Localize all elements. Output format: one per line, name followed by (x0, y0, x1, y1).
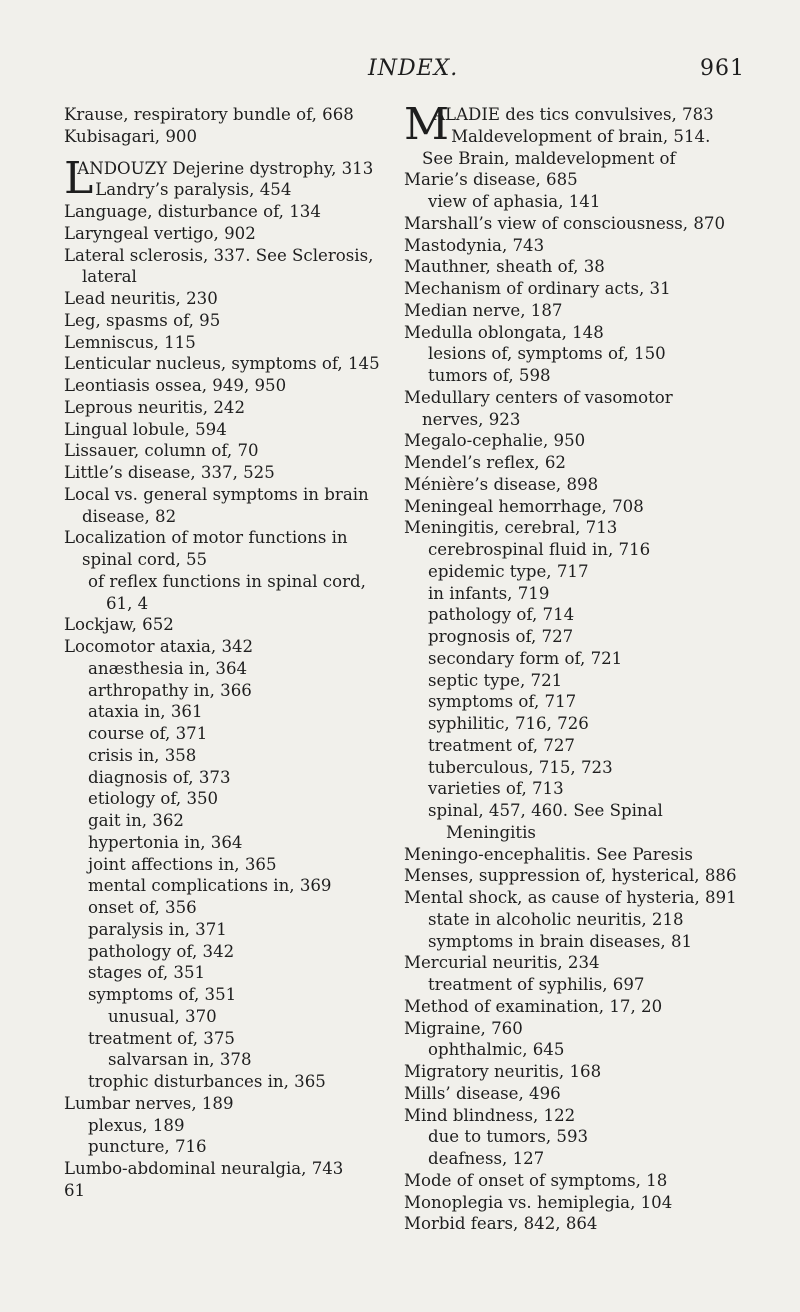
index-entry (404, 561, 739, 583)
index-entry-text: Median nerve, 187 (404, 300, 563, 320)
index-entry-text: pathology of, 714 (428, 605, 575, 625)
index-entry-text: Little’s disease, 337, 525 (64, 463, 275, 482)
index-entry-text: Mechanism of ordinary acts, 31 (404, 279, 671, 298)
index-entry (404, 99, 739, 169)
index-entry (64, 353, 394, 375)
index-entry-text: plexus, 189 (88, 1115, 185, 1135)
index-entry (404, 757, 739, 779)
index-entry-text: Monoplegia vs. hemiplegia, 104 (404, 1192, 673, 1212)
index-entry (64, 984, 394, 1006)
index-entry (404, 974, 739, 996)
index-entry-text: due to tumors, 593 (428, 1127, 589, 1147)
index-entry (64, 614, 394, 636)
index-entry (404, 1213, 739, 1235)
index-entry-text: Marshall’s view of consciousness, 870 (404, 213, 726, 233)
index-entry-text: course of, 371 (88, 724, 208, 743)
index-entry-text: septic type, 721 (428, 670, 563, 690)
index-entry-text: Lumbar nerves, 189 (64, 1093, 234, 1113)
index-entry-text: Migratory neuritis, 168 (404, 1062, 602, 1081)
index-entry-text: view of aphasia, 141 (428, 192, 601, 211)
index-entry (404, 300, 739, 322)
index-entry (404, 322, 739, 344)
index-entry (404, 909, 739, 931)
index-entry-text: Laryngeal vertigo, 902 (64, 223, 256, 243)
index-entry-text: Language, disturbance of, 134 (64, 202, 321, 221)
index-entry-text: treatment of syphilis, 697 (428, 975, 645, 994)
index-entry-text: Menses, suppression of, hysterical, 886 (404, 866, 737, 886)
index-entry-text: symptoms of, 717 (428, 692, 577, 712)
index-entry-text: etiology of, 350 (88, 789, 219, 809)
index-entry-text: Lenticular nucleus, symptoms of, 145 (64, 354, 380, 374)
index-entry (404, 1126, 739, 1148)
index-entry (404, 604, 739, 626)
index-entry-text: salvarsan in, 378 (108, 1050, 252, 1070)
index-entry (64, 245, 394, 289)
index-entry-text: Locomotor ataxia, 342 (64, 637, 254, 656)
index-entry-text: of reflex functions in spinal cord, 61, 4 (88, 571, 366, 613)
index-entry (404, 1039, 739, 1061)
index-entry (64, 832, 394, 854)
index-entry-text: deafness, 127 (428, 1149, 545, 1168)
index-entry-text: Morbid fears, 842, 864 (404, 1214, 598, 1234)
index-entry-text: Mastodynia, 743 (404, 235, 545, 255)
index-entry (404, 1105, 739, 1127)
index-entry (404, 517, 739, 539)
index-entry (64, 126, 394, 148)
index-entry-text: arthropathy in, 366 (88, 680, 252, 700)
index-entry-text: Mills’ disease, 496 (404, 1083, 561, 1103)
index-entry-text: Leg, spasms of, 95 (64, 310, 221, 330)
index-entry-text: Lingual lobule, 594 (64, 419, 227, 439)
index-entry-text: symptoms in brain diseases, 81 (428, 931, 693, 951)
index-entry (64, 701, 394, 723)
index-entry (404, 931, 739, 953)
index-entry-text: Lissauer, column of, 70 (64, 441, 259, 461)
index-entry-text: Mental shock, as cause of hysteria, 891 (404, 888, 737, 907)
index-entry-text: Lockjaw, 652 (64, 615, 174, 635)
index-entry (404, 1061, 739, 1083)
index-entry-text: hypertonia in, 364 (88, 832, 243, 852)
index-entry-text: in infants, 719 (428, 583, 550, 603)
index-entry-text: symptoms of, 351 (88, 985, 237, 1004)
index-entry-text: paralysis in, 371 (88, 919, 227, 939)
index-entry (64, 462, 394, 484)
index-entry-text: ANDOUZY Dejerine dystrophy, 313 Landry’s paralysis, 454 (77, 158, 374, 200)
drop-cap: L (64, 152, 94, 204)
index-entry (404, 691, 739, 713)
index-entry (404, 1170, 739, 1192)
index-entry-text: treatment of, 375 (88, 1028, 235, 1048)
index-entry-text: Megalo-cephalie, 950 (404, 431, 586, 451)
index-entry-text: Kubisagari, 900 (64, 126, 198, 146)
index-entry-text: lesions of, symptoms of, 150 (428, 344, 666, 364)
index-entry (64, 288, 394, 310)
index-entry (64, 1071, 394, 1093)
index-entry-text: varieties of, 713 (428, 779, 564, 799)
index-entry-text: spinal, 457, 460. See Spinal Meningitis (428, 801, 663, 842)
index-entry (64, 788, 394, 810)
index-entry-text: gait in, 362 (88, 811, 184, 830)
index-entry (64, 223, 394, 245)
index-entry (64, 571, 394, 615)
index-entry-text: Ménière’s disease, 898 (404, 474, 599, 494)
index-entry-text: Migraine, 760 (404, 1018, 523, 1038)
page-header (0, 56, 800, 90)
index-entry-text: Mauthner, sheath of, 38 (404, 257, 605, 277)
index-entry (404, 539, 739, 561)
index-entry (404, 452, 739, 474)
index-entry-text: Marie’s disease, 685 (404, 170, 578, 190)
index-entry (404, 778, 739, 800)
index-entry-text: joint affections in, 365 (88, 854, 277, 874)
index-entry (64, 767, 394, 789)
index-entry-text: syphilitic, 716, 726 (428, 714, 589, 733)
index-entry-text: Meningeal hemorrhage, 708 (404, 496, 644, 516)
index-entry-text: Local vs. general symptoms in brain disease, 82 (64, 484, 369, 526)
index-entry-text: cerebrospinal fluid in, 716 (428, 540, 651, 559)
index-entry-text: Mode of onset of symptoms, 18 (404, 1170, 668, 1190)
index-entry (64, 201, 394, 223)
index-entry (64, 962, 394, 984)
index-entry (404, 626, 739, 648)
index-entry (404, 844, 739, 866)
index-entry-text: mental complications in, 369 (88, 876, 332, 896)
index-entry-text: trophic disturbances in, 365 (88, 1072, 326, 1091)
index-entry (404, 887, 739, 909)
index-entry (64, 1115, 394, 1137)
index-entry (404, 387, 739, 431)
index-entry-text: diagnosis of, 373 (88, 767, 231, 787)
index-entry-text: Mind blindness, 122 (404, 1105, 576, 1125)
index-entry-text: Meningitis, cerebral, 713 (404, 518, 618, 538)
index-column-right (404, 99, 739, 1235)
index-entry (404, 800, 739, 844)
index-entry-text: stages of, 351 (88, 963, 206, 983)
index-entry-text: Lateral sclerosis, 337. See Sclerosis, lateral (64, 245, 374, 287)
index-entry-text: state in alcoholic neuritis, 218 (428, 909, 684, 929)
index-entry (404, 191, 739, 213)
index-entry (404, 496, 739, 518)
index-entry (404, 648, 739, 670)
index-entry (404, 583, 739, 605)
running-title: INDEX. (368, 56, 459, 81)
index-entry-text: anæsthesia in, 364 (88, 658, 248, 678)
index-entry-text: Leprous neuritis, 242 (64, 397, 246, 417)
index-entry-text: Krause, respiratory bundle of, 668 (64, 105, 354, 124)
index-entry-text: Mercurial neuritis, 234 (404, 953, 600, 973)
index-entry (64, 1006, 394, 1028)
index-entry-text: prognosis of, 727 (428, 627, 574, 646)
index-entry (404, 670, 739, 692)
index-entry (404, 365, 739, 387)
index-entry-text: ophthalmic, 645 (428, 1040, 565, 1060)
index-entry-text: Lead neuritis, 230 (64, 289, 218, 308)
index-entry (64, 1028, 394, 1050)
index-entry (64, 810, 394, 832)
index-entry-text: tuberculous, 715, 723 (428, 757, 613, 777)
index-entry (64, 636, 394, 658)
index-entry (64, 310, 394, 332)
index-entry-text: Lumbo-abdominal neuralgia, 743 (64, 1159, 344, 1178)
index-entry-text: ataxia in, 361 (88, 702, 203, 722)
index-entry (64, 419, 394, 441)
index-entry (64, 723, 394, 745)
index-entry-text: Localization of motor functions in spinal cord, 55 (64, 528, 348, 569)
index-entry (404, 1192, 739, 1214)
index-entry (64, 1093, 394, 1115)
index-entry (64, 375, 394, 397)
index-entry (64, 1136, 394, 1158)
index-entry (404, 169, 739, 191)
index-entry-text: treatment of, 727 (428, 735, 575, 755)
index-entry (404, 343, 739, 365)
index-entry (64, 941, 394, 963)
index-entry (64, 440, 394, 462)
drop-cap: M (404, 99, 450, 150)
index-entry (404, 1083, 739, 1105)
index-entry-text: Medullary centers of vasomotor nerves, 923 (404, 387, 673, 429)
index-entry-text: Lemniscus, 115 (64, 332, 196, 352)
index-entry (404, 1018, 739, 1040)
index-entry-text: Leontiasis ossea, 949, 950 (64, 376, 287, 395)
index-entry-text: tumors of, 598 (428, 366, 551, 385)
page-number: 961 (700, 56, 745, 81)
index-entry (404, 474, 739, 496)
index-entry (64, 484, 394, 528)
index-entry-text: Meningo-encephalitis. See Paresis (404, 844, 693, 864)
index-entry (404, 278, 739, 300)
index-entry-text: epidemic type, 717 (428, 561, 589, 581)
index-entry (64, 919, 394, 941)
index-entry-text: Mendel’s reflex, 62 (404, 453, 566, 472)
index-entry (64, 332, 394, 354)
index-entry-text: crisis in, 358 (88, 745, 197, 765)
index-entry-text: Medulla oblongata, 148 (404, 322, 604, 342)
index-entry (64, 1158, 394, 1180)
index-entry-text: puncture, 716 (88, 1137, 207, 1157)
index-entry (64, 397, 394, 419)
signature-mark: 61 (64, 1180, 86, 1200)
index-entry-text: secondary form of, 721 (428, 648, 623, 668)
index-column-left (64, 104, 394, 1202)
index-entry (404, 952, 739, 974)
index-entry (64, 680, 394, 702)
index-entry (404, 865, 739, 887)
index-entry (64, 152, 394, 204)
index-entry-text: pathology of, 342 (88, 941, 235, 961)
index-entry (64, 1049, 394, 1071)
index-entry (64, 897, 394, 919)
index-entry (64, 854, 394, 876)
index-entry (404, 235, 739, 257)
index-entry (64, 658, 394, 680)
index-entry-text: unusual, 370 (108, 1006, 217, 1026)
index-entry (404, 735, 739, 757)
index-entry (404, 213, 739, 235)
index-entry (64, 875, 394, 897)
index-entry (404, 713, 739, 735)
index-entry (64, 104, 394, 126)
index-entry-text: ALADIE des tics convulsives, 783 Maldevelopment of brain, 514. See Brain, maldevelopment of (422, 105, 714, 168)
index-entry-text: Method of examination, 17, 20 (404, 996, 663, 1016)
index-entry-text: onset of, 356 (88, 898, 197, 917)
index-entry (64, 745, 394, 767)
index-entry (64, 527, 394, 571)
index-entry (404, 430, 739, 452)
index-entry (404, 996, 739, 1018)
index-entry (404, 256, 739, 278)
index-entry (404, 1148, 739, 1170)
